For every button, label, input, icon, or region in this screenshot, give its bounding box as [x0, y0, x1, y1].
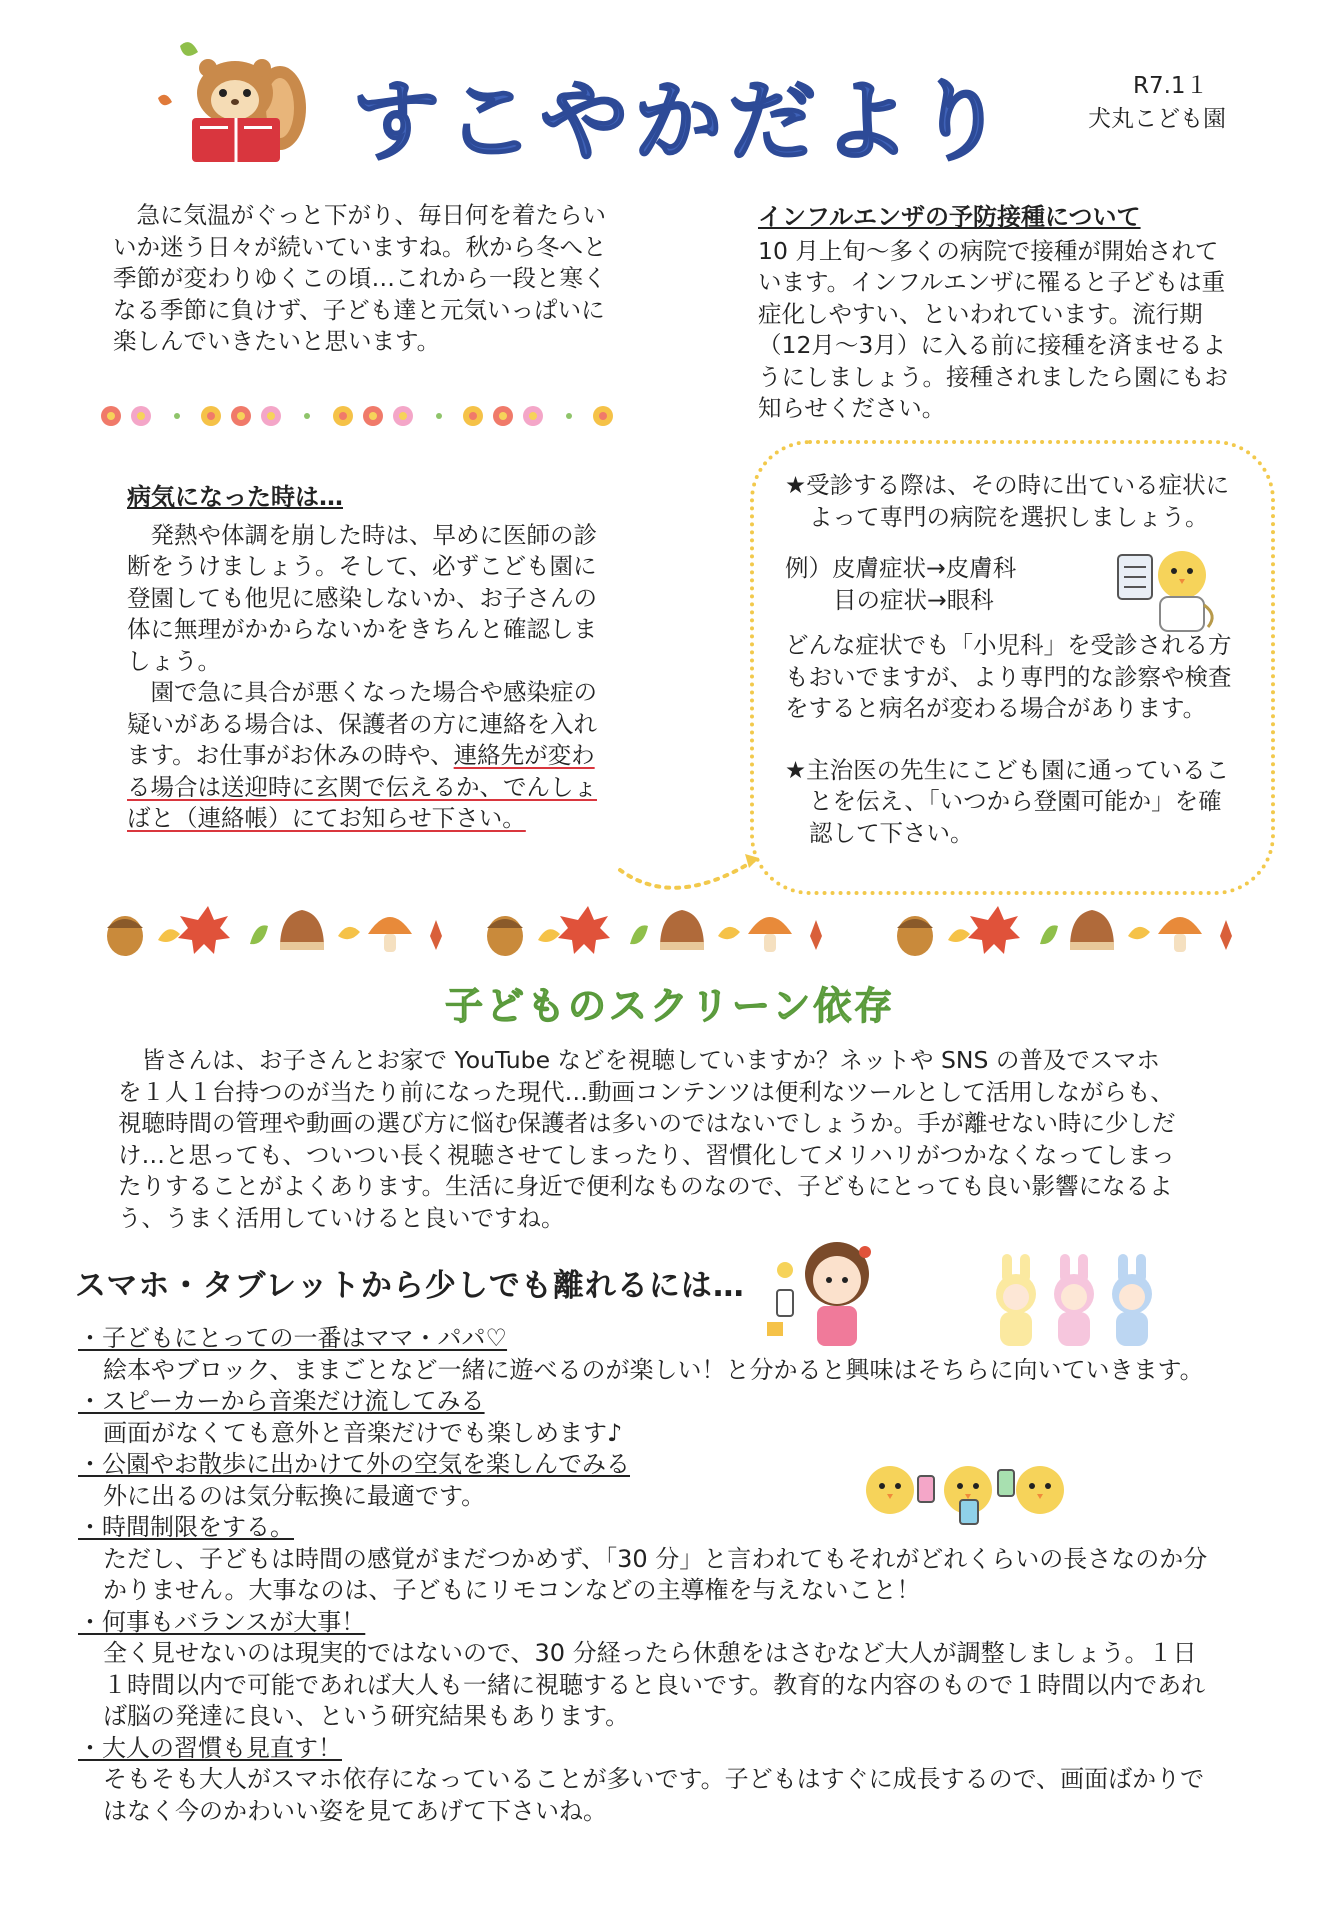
- organization-name: 犬丸こども園: [1088, 106, 1226, 132]
- highlighted-text: ばと（連絡帳）にてお知らせ下さい。: [127, 804, 526, 832]
- chestnut-icon: [1070, 910, 1114, 950]
- highlighted-text: 連絡先が変わ: [453, 741, 595, 769]
- mushroom-icon: [1158, 917, 1202, 952]
- intro-line: いか迷う日々が続いていますね。秋から冬へと: [113, 232, 607, 261]
- tip-title: ・公園やお散歩に出かけて外の空気を楽しんでみる: [78, 1450, 630, 1478]
- leaf-icon: [250, 925, 268, 944]
- acorn-icon: [897, 916, 933, 956]
- tip-body: 絵本やブロック、ままごとなど一緒に遊べるのが楽しい！と分かると興味はそちらに向いていきます。: [103, 1355, 1204, 1384]
- flu-line: います。インフルエンザに罹ると子どもは重: [758, 268, 1226, 296]
- flower-icon: [593, 406, 613, 426]
- sick-line: 園で急に具合が悪くなった場合や感染症の: [150, 678, 597, 706]
- mushroom-icon: [368, 917, 412, 952]
- mushroom-icon: [748, 917, 792, 952]
- tip-body: １時間以内で可能であれば大人も一緒に視聴すると良いです。教育的な内容のもので１時間以内であれ: [103, 1670, 1206, 1699]
- bubble-line: もおいでますが、より専門的な診察や検査: [785, 662, 1232, 691]
- leaf-icon: [158, 95, 172, 105]
- bubble-tail: [615, 840, 760, 900]
- flower-icon: [333, 406, 353, 426]
- screen-line: を１人１台持つのが当たり前になった現代…動画コンテンツは便利なツールとして活用しながらも、: [118, 1077, 1174, 1106]
- screen-line: たりすることがよくあります。生活に身近で便利なものなので、子どもにとっても良い影響になるよ: [118, 1172, 1173, 1200]
- tip-body: そもそも大人がスマホ依存になっていることが多いです。子どもはすぐに成長するので、画面ばかりで: [103, 1765, 1205, 1793]
- ginkgo-leaf-icon: [948, 929, 970, 942]
- tip-item: [78, 1733, 1278, 1828]
- maple-leaf-icon: [558, 906, 610, 954]
- flower-icon: [393, 406, 413, 426]
- maple-leaf-icon: [968, 906, 1020, 954]
- intro-line: 楽しんでいきたいと思います。: [113, 327, 441, 355]
- tip-item: [78, 1607, 1278, 1733]
- tip-title: ・時間制限をする。: [78, 1513, 294, 1541]
- ginkgo-leaf-icon: [1128, 927, 1150, 939]
- leaf-icon: [180, 42, 198, 56]
- bubble-content: [785, 470, 1265, 849]
- bubble-line: 認して下さい。: [809, 818, 974, 847]
- flower-icon: [231, 406, 251, 426]
- ginkgo-leaf-icon: [718, 927, 740, 939]
- tip-item: [78, 1512, 1278, 1607]
- squirrel-reading-illustration: [140, 38, 310, 168]
- flu-line: 症化しやすい、といわれています。流行期: [758, 299, 1203, 328]
- bubble-line: ★主治医の先生にこども園に通っているこ: [785, 755, 1230, 784]
- tip-item: [78, 1323, 1278, 1386]
- sick-section: [127, 482, 657, 835]
- leaf-icon: [430, 920, 442, 950]
- acorn-icon: [487, 916, 523, 956]
- ginkgo-leaf-icon: [338, 927, 360, 939]
- tip-body: 画面がなくても意外と音楽だけでも楽しめます♪: [103, 1418, 623, 1447]
- tip-body: ば脳の発達に良い、という研究結果もあります。: [103, 1702, 630, 1730]
- sick-line-part: ます。お仕事がお休みの時や、: [127, 741, 454, 769]
- issue-date: R7.1１: [1133, 73, 1209, 99]
- sick-line: しょう。: [127, 646, 221, 675]
- sick-line: 疑いがある場合は、保護者の方に連絡を入れ: [127, 709, 597, 738]
- intro-paragraph: [113, 200, 643, 358]
- chick-doctor-illustration: [1110, 545, 1230, 635]
- tip-body: 外に出るのは気分転換に最適です。: [103, 1481, 486, 1510]
- sick-heading: 病気になった時は…: [127, 483, 343, 511]
- leaf-icon: [810, 920, 822, 950]
- flower-icon: [131, 406, 151, 426]
- tip-title: ・大人の習慣も見直す！: [78, 1733, 342, 1762]
- screen-line: 視聴時間の管理や動画の選び方に悩む保護者は多いのではないでしょうか。手が離せない時に少しだ: [118, 1109, 1176, 1137]
- tip-item: [78, 1386, 1278, 1449]
- issue-info: [1088, 70, 1226, 136]
- intro-line: なる季節に負けず、子ども達と元気いっぱいに: [113, 295, 605, 324]
- screen-line: け…と思っても、ついつい長く視聴させてしまったり、習慣化してメリハリがつかなくなってしまっ: [118, 1140, 1175, 1169]
- ginkgo-leaf-icon: [538, 929, 560, 942]
- intro-line: 急に気温がぐっと下がり、毎日何を着たらい: [136, 201, 607, 229]
- flu-line: 10 月上旬～多くの病院で接種が開始されて: [758, 236, 1219, 265]
- maple-leaf-icon: [178, 906, 230, 954]
- tips-heading: スマホ・タブレットから少しでも離れるには…: [75, 1268, 745, 1304]
- example-line: 例）皮膚症状→皮膚科: [785, 554, 1017, 582]
- flu-line: 知らせください。: [758, 394, 946, 422]
- flower-icon: [261, 406, 281, 426]
- tip-title: ・何事もバランスが大事！: [78, 1607, 366, 1636]
- leaf-icon: [630, 925, 648, 944]
- tip-body: はなく今のかわいい姿を見てあげて下さいね。: [103, 1796, 607, 1825]
- flower-icon: [493, 406, 513, 426]
- sick-line: 断をうけましょう。そして、必ずこども園に: [127, 552, 597, 580]
- acorn-icon: [107, 916, 143, 956]
- tip-item: [78, 1449, 1278, 1512]
- flower-icon: [523, 406, 543, 426]
- bubble-line: ★受診する際は、その時に出ている症状に: [785, 471, 1230, 499]
- tip-body: かりません。大事なのは、子どもにリモコンなどの主導権を与えないこと！: [103, 1576, 921, 1604]
- screen-line: 皆さんは、お子さんとお家で YouTube などを視聴していますか？ネットや SNS の普及でスマホ: [141, 1046, 1160, 1074]
- screen-section-title: 子どものスクリーン依存: [445, 984, 896, 1028]
- leaf-icon: [1040, 925, 1058, 944]
- leaf-icon: [1220, 920, 1232, 950]
- highlighted-text: る場合は送迎時に玄関で伝えるか、でんしょ: [127, 772, 597, 801]
- flower-icon: [463, 406, 483, 426]
- flu-line: （12月～3月）に入る前に接種を済ませるよ: [758, 331, 1226, 359]
- tip-title: ・スピーカーから音楽だけ流してみる: [78, 1387, 485, 1415]
- tips-list: [78, 1323, 1278, 1827]
- example-line: 目の症状→眼科: [833, 585, 994, 614]
- bubble-line: どんな症状でも「小児科」を受診される方: [785, 631, 1232, 659]
- bubble-line: とを伝え、「いつから登園可能か」を確: [809, 787, 1222, 815]
- tip-title: ・子どもにとっての一番はママ・パパ♡: [78, 1324, 508, 1352]
- flu-heading: インフルエンザの予防接種について: [758, 203, 1141, 231]
- sick-line: [127, 740, 657, 772]
- sick-line: 登園しても他児に感染しないか、お子さんの: [127, 583, 597, 612]
- newsletter-title: すこやかだより: [352, 70, 1011, 173]
- flower-icon: [201, 406, 221, 426]
- ginkgo-leaf-icon: [158, 929, 180, 942]
- tip-body: ただし、子どもは時間の感覚がまだつかめず、「30 分」と言われてもそれがどれくらいの長さなのか分: [103, 1544, 1208, 1573]
- screen-paragraph: [118, 1045, 1268, 1234]
- bubble-line: よって専門の病院を選択しましょう。: [809, 502, 1209, 531]
- tip-body: 全く見せないのは現実的ではないので、30 分経ったら休憩をはさむなど大人が調整しましょう。１日: [103, 1639, 1197, 1667]
- chestnut-icon: [280, 910, 324, 950]
- intro-line: 季節が変わりゆくこの頃…これから一段と寒く: [113, 264, 607, 292]
- sick-line: 体に無理がかからないかをきちんと確認しま: [127, 615, 597, 643]
- sick-line: 発熱や体調を崩した時は、早めに医師の診: [150, 520, 597, 549]
- screen-line: う、うまく活用していけると良いですね。: [118, 1203, 565, 1232]
- flu-line: うにしましょう。接種されましたら園にもお: [758, 362, 1228, 391]
- flower-icon: [363, 406, 383, 426]
- flower-icon: [101, 406, 121, 426]
- flower-divider: [95, 398, 625, 434]
- autumn-decoration-row: [100, 900, 1260, 960]
- chestnut-icon: [660, 910, 704, 950]
- bubble-line: をすると病名が変わる場合があります。: [785, 694, 1207, 722]
- flu-section: [758, 202, 1278, 425]
